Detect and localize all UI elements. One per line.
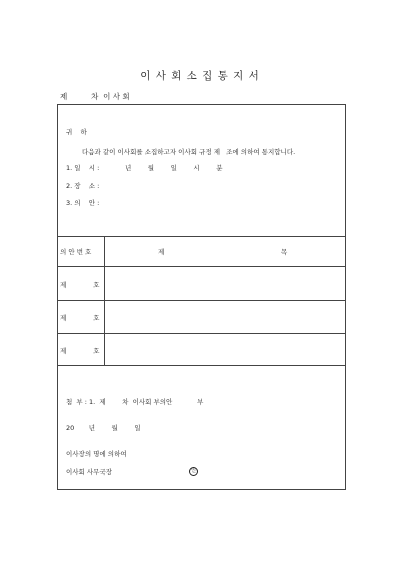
authority-line: 이사장의 명에 의하여: [66, 450, 127, 458]
agenda-row-number: 제 호: [60, 314, 100, 322]
document-title: 이 사 회 소 집 통 지 서: [140, 70, 260, 82]
agenda-header-number: 의 안 번 호: [60, 248, 92, 256]
agenda-row-number: 제 호: [60, 281, 100, 289]
signer-line: 이사회 사무국장: [66, 468, 113, 476]
agenda-table: [57, 236, 346, 366]
agenda-row-divider: [58, 333, 345, 334]
recipient-line: 귀 하: [66, 128, 87, 136]
agenda-row-divider: [58, 300, 345, 301]
agenda-column-divider: [104, 237, 105, 365]
attachment-line: 첨 부 : 1. 제 차 이사회 부의안 부: [66, 398, 204, 406]
intro-text: 다음과 같이 이사회를 소집하고자 이사회 규정 제 조에 의하여 통지합니다.: [82, 148, 296, 156]
item-place-label: 2. 장 소 :: [66, 182, 100, 190]
agenda-row-number: 제 호: [60, 347, 100, 355]
date-line: 20 년 월 일: [66, 424, 141, 432]
agenda-header-subject-left: 제: [158, 248, 165, 256]
seal-stamp: 인: [189, 467, 198, 476]
agenda-header-subject-right: 목: [281, 248, 288, 256]
agenda-header-divider: [58, 266, 345, 267]
meeting-number: 제 차 이 사 회: [60, 92, 130, 101]
item-date-label: 1. 일 시 :: [66, 164, 100, 172]
item-agenda-label: 3. 의 안 :: [66, 199, 100, 207]
item-date-value: 년 월 일 시 분: [125, 164, 223, 172]
